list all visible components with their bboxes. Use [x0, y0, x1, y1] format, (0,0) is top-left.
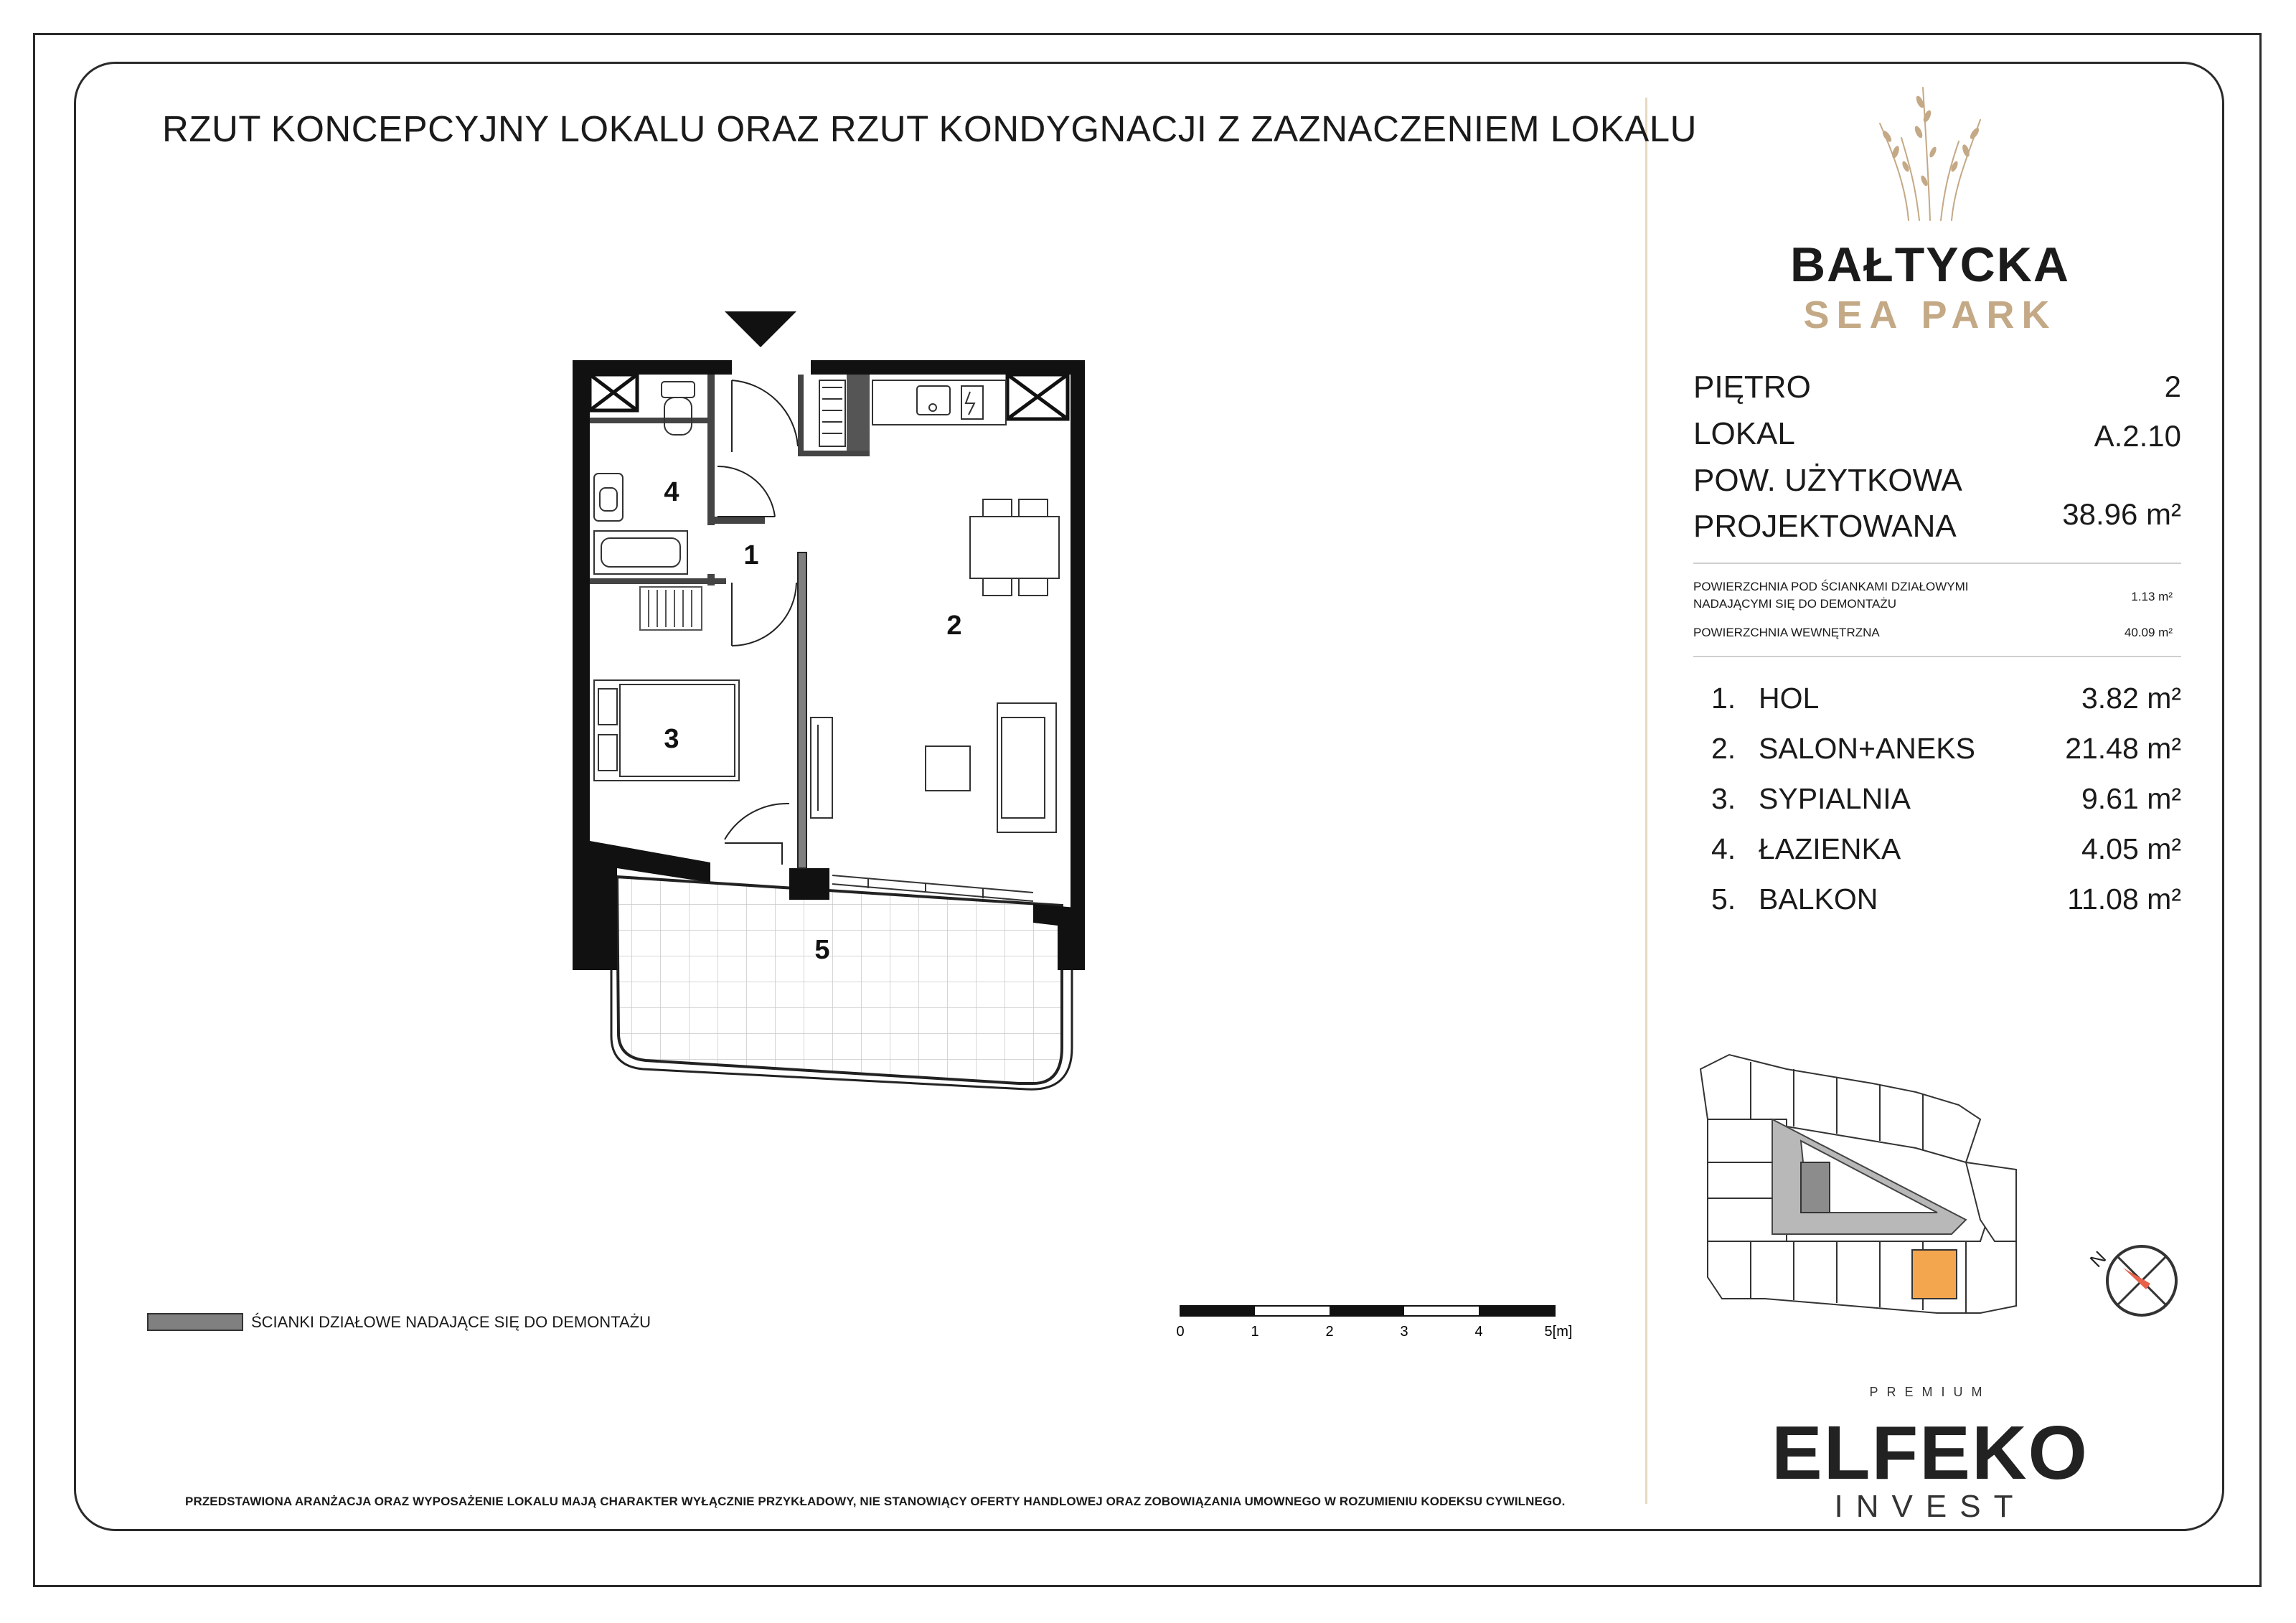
sprig-logo-icon [1858, 80, 2002, 224]
scale-tick-4: 4 [1474, 1324, 1483, 1340]
room-area: 21.48 m² [2065, 732, 2181, 765]
room-number: 3. [1711, 782, 1736, 815]
room-area: 4.05 m² [2081, 832, 2181, 865]
developer-premium: PREMIUM [1869, 1385, 1991, 1399]
area-value: 38.96 m² [2062, 497, 2181, 531]
internal-area-label: POWIERZCHNIA WEWNĘTRZNA [1693, 626, 1880, 639]
developer-logo: ELFEKO [1772, 1411, 2089, 1495]
wardrobe [640, 587, 702, 630]
highlighted-unit [1912, 1250, 1957, 1299]
room-area: 9.61 m² [2081, 782, 2181, 815]
brand-name-secondary: SEA PARK [1803, 293, 2057, 337]
area-row [1693, 463, 2181, 556]
room-row-4 [1711, 832, 2181, 875]
room-number: 2. [1711, 732, 1736, 765]
balcony [611, 877, 1072, 1089]
scale-tick-1: 1 [1251, 1324, 1259, 1340]
area-label-line2: PROJEKTOWANA [1693, 509, 1957, 544]
room-area: 11.08 m² [2067, 883, 2181, 916]
internal-area-row [1693, 624, 2181, 643]
north-label: N [2085, 1246, 2111, 1271]
room-name: ŁAZIENKA [1759, 832, 1901, 865]
entrance-arrow-icon [725, 311, 796, 347]
developer-invest: INVEST [1834, 1489, 2026, 1524]
room-number: 5. [1711, 883, 1736, 916]
room-name: SYPIALNIA [1759, 782, 1911, 815]
room-label-5: 5 [814, 935, 830, 965]
unit-label: LOKAL [1693, 416, 1795, 451]
ventilation-shafts [590, 375, 1068, 419]
room-label-3: 3 [664, 724, 679, 754]
room-label-4: 4 [664, 477, 679, 507]
living-furniture [811, 703, 1056, 832]
partition-area-value: 1.13 m² [2131, 590, 2173, 603]
room-name: HOL [1759, 682, 1820, 715]
doors [718, 380, 798, 865]
removable-partition [798, 552, 806, 868]
key-plan [1679, 1040, 2196, 1356]
room-row-5 [1711, 883, 2181, 926]
room-area: 3.82 m² [2081, 682, 2181, 715]
room-number: 1. [1711, 682, 1736, 715]
room-row-1 [1711, 682, 2181, 725]
scale-bar [1176, 1306, 1572, 1340]
unit-row [1693, 416, 2181, 462]
room-row-3 [1711, 782, 2181, 825]
room-row-2 [1711, 732, 2181, 775]
scale-tick-5: 5[m] [1544, 1324, 1573, 1340]
info-separator [1693, 563, 2181, 564]
room-label-1: 1 [743, 540, 759, 570]
partition-area-label-line1: POWIERZCHNIA POD ŚCIANKAMI DZIAŁOWYMI [1693, 580, 1969, 593]
legend-label: ŚCIANKI DZIAŁOWE NADAJĄCE SIĘ DO DEMONTAŻU [251, 1313, 651, 1331]
sidebar-divider [1645, 98, 1647, 1504]
partition-area-label-line2: NADAJĄCYMI SIĘ DO DEMONTAŻU [1693, 597, 1897, 611]
floor-label: PIĘTRO [1693, 370, 1811, 405]
floor-value: 2 [2164, 370, 2181, 403]
dining-table [970, 499, 1059, 596]
compass-icon [2086, 1246, 2176, 1315]
brand-name-primary: BAŁTYCKA [1790, 237, 2070, 292]
page-title: RZUT KONCEPCYJNY LOKALU ORAZ RZUT KONDYGNACJI Z ZAZNACZENIEM LOKALU [162, 108, 1697, 149]
room-name: BALKON [1759, 883, 1878, 916]
info-separator-2 [1693, 656, 2181, 657]
scale-tick-3: 3 [1400, 1324, 1408, 1340]
internal-area-value: 40.09 m² [2124, 626, 2173, 639]
legend-swatch [147, 1313, 243, 1331]
unit-value: A.2.10 [2094, 419, 2181, 453]
partition-area-row [1693, 578, 2181, 614]
room-label-2: 2 [946, 611, 962, 641]
floor-row [1693, 370, 2181, 415]
scale-tick-0: 0 [1176, 1324, 1185, 1340]
area-label-line1: POW. UŻYTKOWA [1693, 463, 1962, 498]
disclaimer: PRZEDSTAWIONA ARANŻACJA ORAZ WYPOSAŻENIE LOKALU MAJĄ CHARAKTER WYŁĄCZNIE PRZYKŁADOWY, NIE STANOWIĄCY OFERTY HANDLOWEJ ORAZ ZOBOWIĄZANIA UMOWNEGO W ROZUMIENIU KODEKSU CYWILNEGO. [185, 1495, 1566, 1508]
room-name: SALON+ANEKS [1759, 732, 1975, 765]
room-number: 4. [1711, 832, 1736, 865]
scale-tick-2: 2 [1325, 1324, 1334, 1340]
